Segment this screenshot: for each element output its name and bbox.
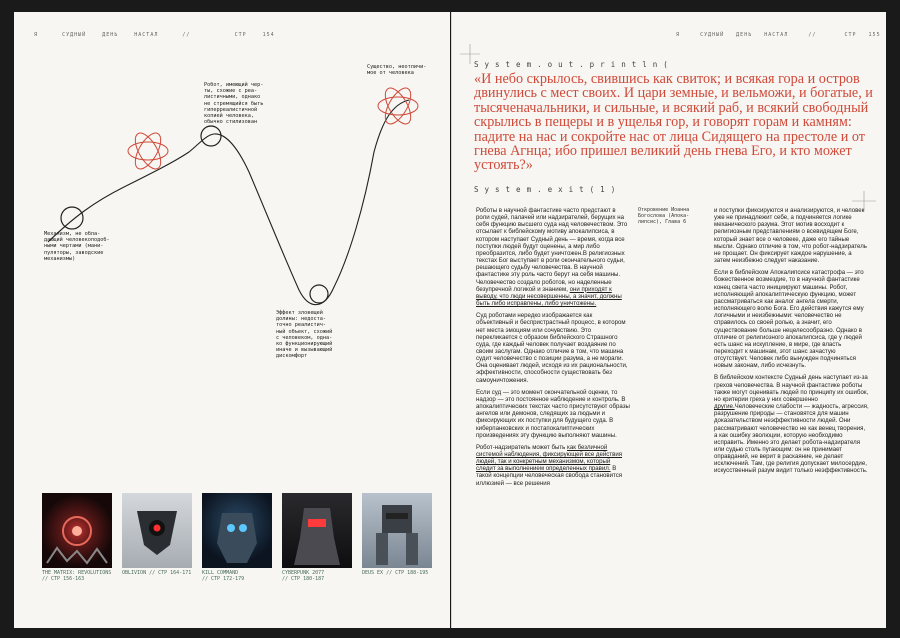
paragraph	[476, 207, 630, 307]
page-number: 154	[262, 32, 275, 38]
paragraph-text: В библейском контексте Судный день наступает из-за грехов человечества. В научной фантастике роботы также могут оценивать людей по принципу их ошибок, но критерии греха у них совершенно	[714, 374, 869, 403]
code-line-bottom: System.exit(1)	[474, 185, 622, 194]
left-page	[14, 12, 450, 628]
underlined-text: как безличной системой наблюдения, фиксирующей все действия людей, так и конкретным механизмом, который следит за выполнением определенных правил.	[476, 443, 623, 473]
header-word: СТР	[844, 32, 857, 38]
paragraph	[476, 444, 630, 487]
apocalypse-quote: «И небо скрылось, свившись как свиток; и всякая гора и остров двинулись с мест своих. И цари земные, и вельможи, и богатые, и тысяченачальники, и сильные, и всякий раб, и всякий свободный скрылись в пещеры и в ущелья гор, и говорят горам и камням: падите на нас и сокройте нас от лица Сидящего на престоле и от гнева Агнца; ибо пришел великий день гнева Его, и кто может устоять?»	[474, 71, 873, 174]
header-word: //	[182, 32, 191, 38]
underlined-text: они приходят к выводу, что люди несовершенны, а значит, должны быть либо исправлены, либо уничтожены.	[476, 285, 622, 308]
film-still-kill-command	[202, 493, 272, 568]
underlined-text: другие.	[714, 403, 735, 411]
page-number: 155	[868, 32, 881, 38]
orbit-marker	[128, 129, 168, 173]
header-word: //	[808, 32, 817, 38]
text-column-2	[714, 207, 869, 480]
film-title: OBLIVION // СТР 164-171	[122, 570, 192, 576]
text-column-1	[476, 207, 630, 492]
film-title: KILL COMMAND	[202, 570, 239, 576]
header-word: Я	[676, 32, 681, 38]
header-word: ДЕНЬ	[736, 32, 753, 38]
film-caption	[282, 570, 324, 582]
paragraph: Если суд — это момент окончательной оценки, то надзор — это постоянное наблюдение и контроль. В апокалиптических текстах часто присутствуют образы ангелов или демонов, следящих за людьми и фиксирующих их поступки для будущего суда. В киберпанковских и постапокалиптических произведениях эту функцию выполняют машины.	[476, 388, 630, 439]
film-pages: // СТР 156-163	[42, 576, 85, 582]
annotation-human-like: Существо, неотличи- мое от человека	[367, 64, 427, 77]
film-title: THE MATRIX: REVOLUTIONS	[42, 570, 112, 576]
code-line-top: System.out.println(	[474, 60, 674, 69]
header-word: НАСТАЛ	[764, 32, 789, 38]
header-word: СТР	[234, 32, 247, 38]
film-still-cyberpunk	[282, 493, 352, 568]
header-word: Я	[34, 32, 39, 38]
film-still-deus-ex	[362, 493, 432, 568]
paragraph-text: Робот-надзиратель может быть	[476, 443, 568, 451]
paragraph: и поступки фиксируются и анализируются, и человек уже не принадлежит себе, а подчиняется логике механического разума. Этот мотив восходит к религиозным представлениям о всевидящем Боге, который знает все о человеке, даже его тайные мысли. Однако отличие в том, что робот-надзиратель не прощает. Он фиксирует каждое нарушение, а затем неизбежно следует наказание.	[714, 207, 867, 265]
paragraph-text: Человеческие слабости — жадность, агрессия, разрушение природы — становятся для машин доказательством неэффективности людей. Они рассматривают человечество не как венец творения, а как ошибку эволюции, которую необходимо исправить. Именно это делает робота-надзирателя или судью столь пугающим: он не принимает оправданий, не верит в раскаяние, не делает исключений. Там, где религия допускает милосердие, искусственный разум видит только неэффективность.	[714, 403, 869, 475]
film-caption	[122, 570, 191, 576]
film-caption	[202, 570, 244, 582]
annotation-stylized-robot: Робот, имеющий чер- ты, схожие с реа- листичными, однако не стремящийся быть гиперреалистичной копией человека, обычно стилизован	[204, 82, 264, 126]
film-title: DEUS EX // СТР 188-195	[362, 570, 429, 576]
header-word: СУДНЫЙ	[700, 32, 725, 38]
film-title: CYBERPUNK 2077	[282, 570, 325, 576]
paragraph: Суд роботами нередко изображается как объективный и беспристрастный процесс, в котором нет места эмоциям или сочувствию. Это перекликается с образом библейского Страшного суда, где каждый человек получает воздаяние по своим заслугам. Однако отличие в том, что машина судит человечество с позиции разума, а не морали. Она оценивает людей, исходя из их рациональности, эффективности, способности существовать без самоуничтожения.	[476, 312, 628, 384]
film-caption	[362, 570, 428, 576]
annotation-mechanism: Механизм, не обла- дающий человекоподоб- ными чертами (мани- пуляторы, заводские механизмы)	[44, 231, 110, 262]
orbit-marker	[378, 84, 418, 128]
paragraph-text: В такой концепции человеческая свобода становится иллюзией — все решения	[476, 465, 623, 487]
marker-circle	[201, 126, 221, 146]
marker-circle	[61, 207, 83, 229]
film-pages: // СТР 172-179	[202, 576, 245, 582]
paragraph	[714, 374, 869, 474]
film-still-oblivion	[122, 493, 192, 568]
header-word: СУДНЫЙ	[62, 32, 87, 38]
uncanny-valley-curve	[14, 12, 450, 332]
footnote: Откровение Иоанна Богослова (Апока- липсис), Глава 6	[638, 207, 690, 225]
header-word: ДЕНЬ	[102, 32, 119, 38]
marker-circle	[310, 285, 328, 303]
film-still-matrix	[42, 493, 112, 568]
right-page	[451, 12, 886, 628]
header-word: НАСТАЛ	[134, 32, 159, 38]
film-pages: // СТР 180-187	[282, 576, 325, 582]
paragraph: Если в библейском Апокалипсисе катастрофа — это божественное возмездие, то в научной фантастике конец света часто инициируют машины. Робот, исполняющий апокалиптическую функцию, может рассматриваться как аналог ангела смерти, исполняющего волю Бога. Его действия кажутся ему логичными и неизбежными: человечество не справилось со своей ролью, а значит, его существование больше нецелесообразно. Однако в отличие от религиозного апокалипсиса, где у людей есть шанс на искупление, в мире, где власть переходит к машинам, этот шанс зачастую отсутствует. Человек либо вынужден подчиняться новым законам, либо исчезнуть.	[714, 269, 864, 370]
paragraph-text: Роботы в научной фантастике часто предстают в роли судей, палачей или надзирателей, берущих на себя функцию высшего суда над человечеством. Это отсылает к библейскому мотиву апокалипсиса, в котором наступает Судный день — время, когда все поступки людей будут оценены, а мир либо преобразится, либо будет уничтожен.В религиозных текстах Бог выступает в роли окончательного судьи, решающего судьбу человечества. В научной фантастике эту роль часто берут на себя машины. Человечество создало роботов, но наделенные безупречной логикой и знанием,	[476, 207, 628, 293]
annotation-uncanny-valley: Эффект зловещей долины: недоста- точно реалистич- ный объект, схожий с человеком, одна- ко функционирующий иначе и вызывающий дискомфорт	[276, 310, 333, 360]
film-caption	[42, 570, 111, 582]
